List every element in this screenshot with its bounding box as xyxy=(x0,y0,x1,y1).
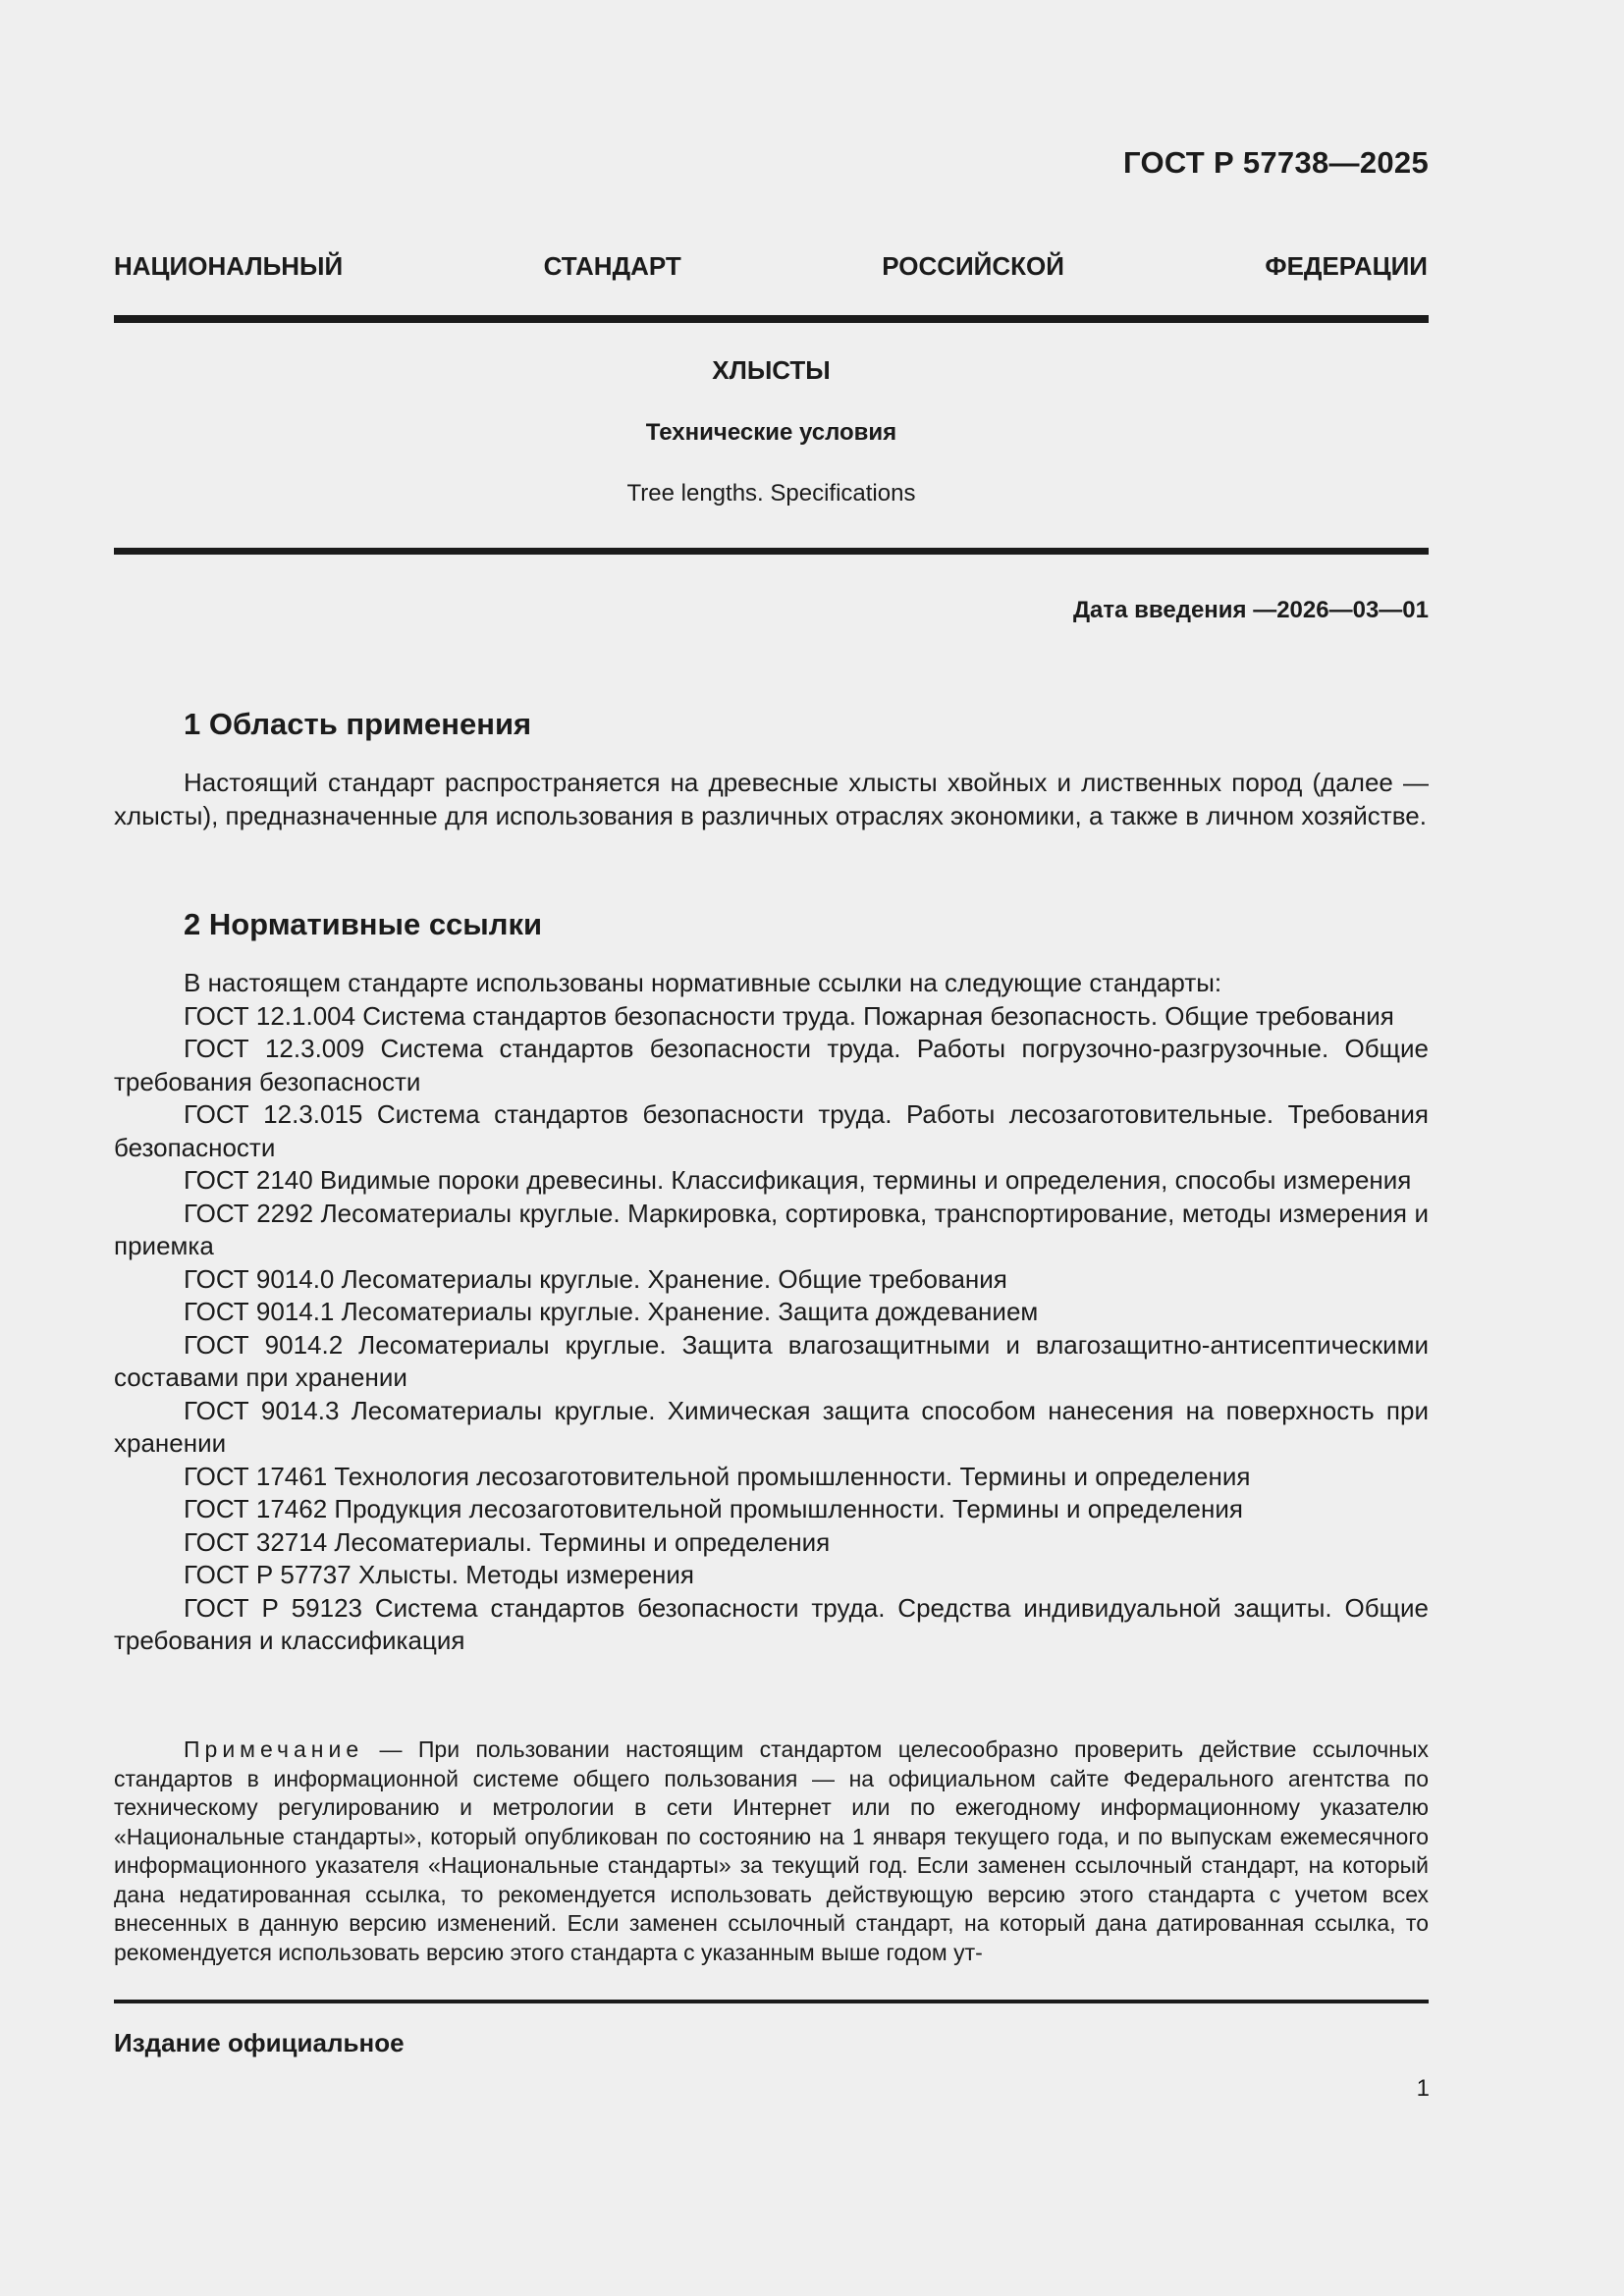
section-1-heading: 1 Область применения xyxy=(184,707,532,741)
document-subtitle: Технические условия xyxy=(645,419,897,446)
reference-item: ГОСТ Р 57737 Хлысты. Методы измерения xyxy=(184,1560,694,1589)
note-label: Примечание xyxy=(184,1736,364,1762)
reference-item: ГОСТ 17461 Технология лесозаготовительной промышленности. Термины и определения xyxy=(184,1461,1251,1491)
document-number: ГОСТ Р 57738—2025 xyxy=(1123,145,1429,180)
note-paragraph xyxy=(114,1735,1429,1967)
reference-item: ГОСТ 2140 Видимые пороки древесины. Классификация, термины и определения, способы измерения xyxy=(184,1165,1412,1195)
scope-paragraph: Настоящий стандарт распространяется на древесные хлысты хвойных и лиственных пород (далее — хлысты), предназначенные для использования в различных отраслях экономики, а также в личном хозяйстве. xyxy=(114,768,1429,830)
section-1-text xyxy=(114,767,1429,832)
section-2-heading: 2 Нормативные ссылки xyxy=(184,907,543,941)
footer-rule xyxy=(114,2000,1429,2003)
reference-item: ГОСТ 12.3.009 Система стандартов безопасности труда. Работы погрузочно-разгрузочные. Общие требования безопасности xyxy=(114,1034,1429,1096)
english-title: Tree lengths. Specifications xyxy=(626,480,916,507)
reference-item: ГОСТ Р 59123 Система стандартов безопасности труда. Средства индивидуальной защиты. Общие требования и классификация xyxy=(114,1592,1429,1655)
reference-item: ГОСТ 9014.1 Лесоматериалы круглые. Хранение. Защита дождеванием xyxy=(184,1297,1039,1326)
references-intro: В настоящем стандарте использованы нормативные ссылки на следующие стандарты: xyxy=(184,968,1222,997)
reference-item: ГОСТ 9014.0 Лесоматериалы круглые. Хранение. Общие требования xyxy=(184,1263,1007,1294)
reference-item: ГОСТ 9014.2 Лесоматериалы круглые. Защита влагозащитными и влагозащитно-антисептическими составами при хранении xyxy=(114,1329,1429,1392)
page-number: 1 xyxy=(1416,2075,1430,2102)
reference-item: ГОСТ 2292 Лесоматериалы круглые. Маркировка, сортировка, транспортирование, методы измерения и приемка xyxy=(114,1198,1429,1260)
standard-banner: НАЦИОНАЛЬНЫЙ СТАНДАРТ РОССИЙСКОЙ ФЕДЕРАЦИИ xyxy=(114,251,1428,281)
official-edition-label: Издание официальное xyxy=(114,2028,405,2057)
reference-item: ГОСТ 9014.3 Лесоматериалы круглые. Химическая защита способом нанесения на поверхность при хранении xyxy=(114,1395,1429,1458)
reference-item: ГОСТ 12.1.004 Система стандартов безопасности труда. Пожарная безопасность. Общие требования xyxy=(184,1000,1394,1031)
introduction-date: Дата введения —2026—03—01 xyxy=(1072,597,1429,623)
reference-item: ГОСТ 12.3.015 Система стандартов безопасности труда. Работы лесозаготовительные. Требования безопасности xyxy=(114,1099,1429,1162)
reference-item: ГОСТ 17462 Продукция лесозаготовительной промышленности. Термины и определения xyxy=(184,1494,1243,1523)
top-rule xyxy=(114,315,1429,323)
references-list xyxy=(114,967,1429,1658)
title-rule xyxy=(114,548,1429,555)
reference-item: ГОСТ 32714 Лесоматериалы. Термины и определения xyxy=(184,1526,831,1557)
document-title: ХЛЫСТЫ xyxy=(712,355,831,385)
note-text: — При пользовании настоящим стандартом целесообразно проверить действие ссылочных стандартов в информационной системе общего пользования — на официальном сайте Федерального агентства по техническому регулированию и метрологии в сети Интернет или по ежегодному информационному указателю «Национальные стандарты», который опубликован по состоянию на 1 января текущего года, и по выпускам ежемесячного информационного указателя «Национальные стандарты» за текущий год. Если заменен ссылочный стандарт, на который дана недатированная ссылка, то рекомендуется использовать действующую версию этого стандарта с учетом всех внесенных в данную версию изменений. Если заменен ссылочный стандарт, на который дана датированная ссылка, то рекомендуется использовать версию этого стандарта с указанным выше годом ут- xyxy=(114,1736,1429,1965)
